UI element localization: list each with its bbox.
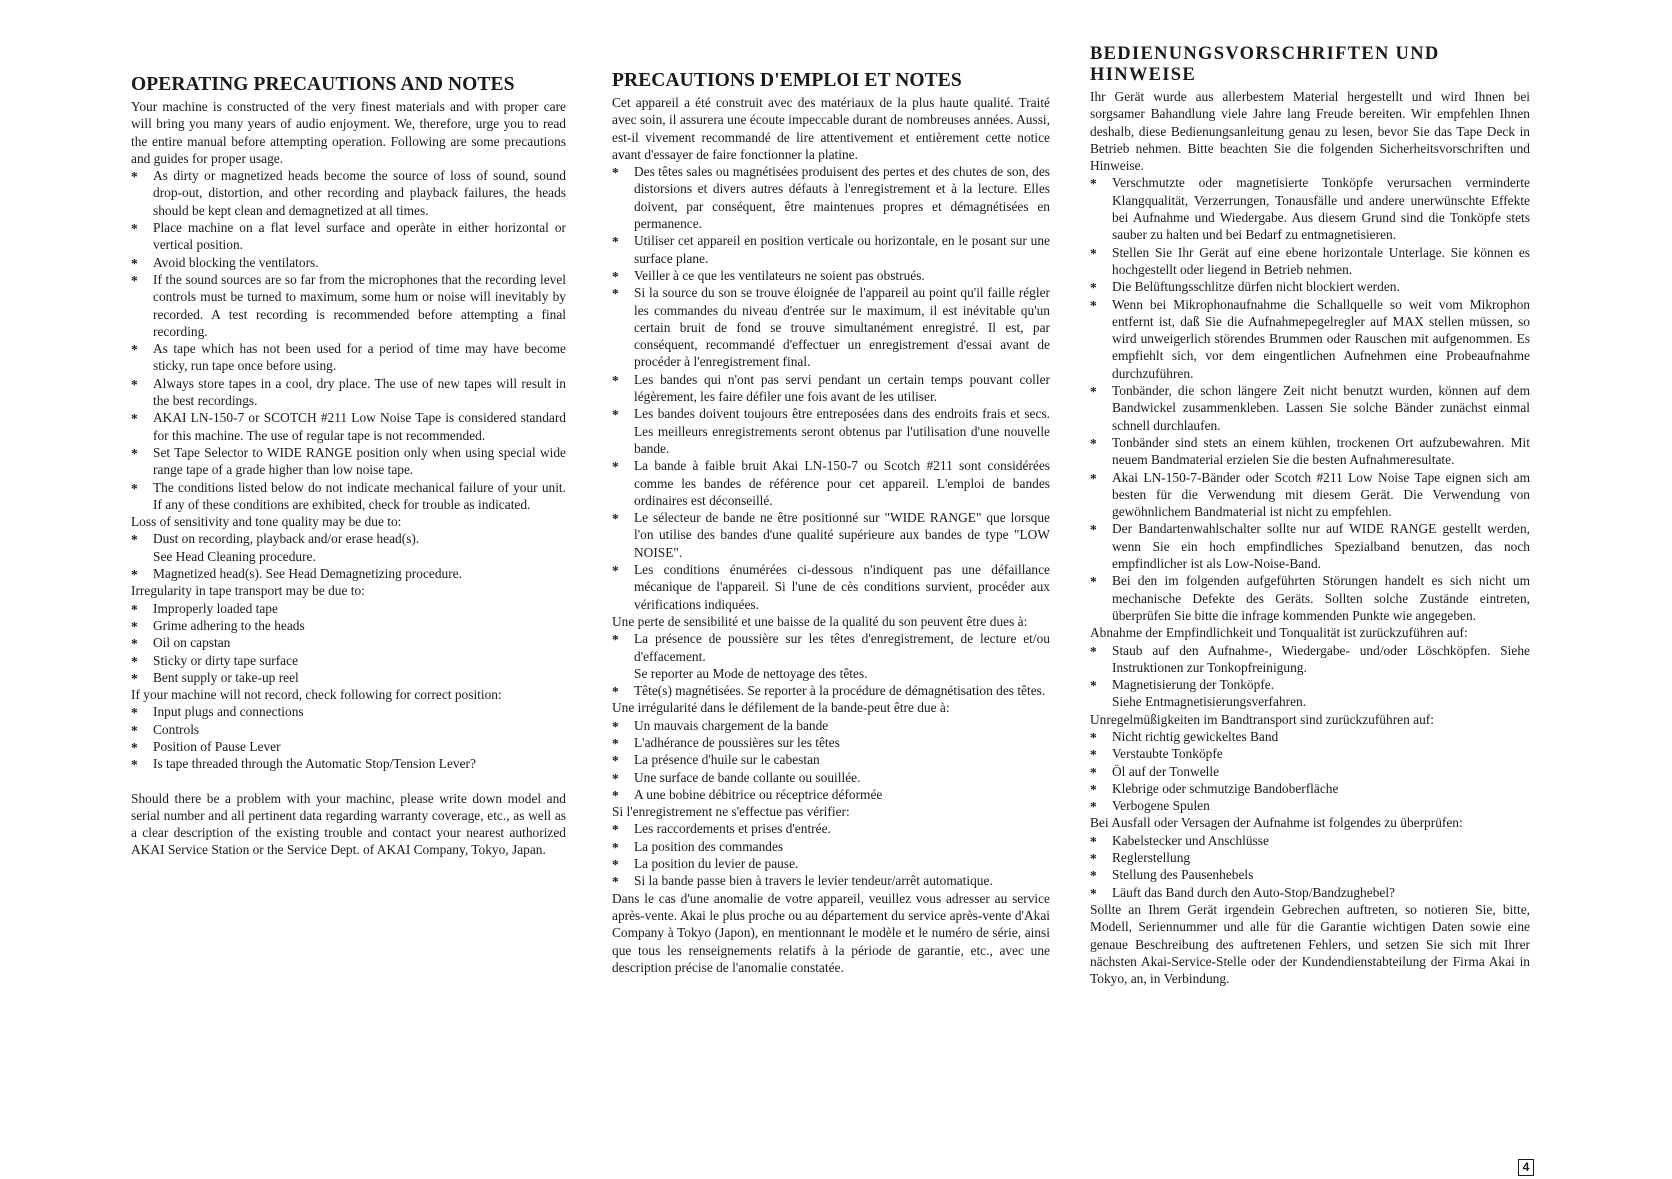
list-item: * If the sound sources are so far from the microphones that the recording level controls must be turned to maximum, some hum or noise will inevitably by recorded. A test recording is recommended before attempting a final recording. <box>131 271 566 340</box>
list-item: * Bent supply or take-up reel <box>131 669 566 686</box>
german-closing: Sollte an Ihrem Gerät irgendein Gebrechen auftreten, so notieren Sie, bitte, Modell, Seriennummer und alle für die Garantie wichtigen Daten sowie eine genaue Beschreibung des auftretenen Fehlers, und setzen Sie sich mit Ihrer nächsten Akai-Service-Stelle oder der Kundendienstabteilung der Firma Akai in Tokyo, an, in Verbindung. <box>1090 901 1530 987</box>
list-item: * Bei den im folgenden aufgeführten Störungen handelt es sich nicht um mechanische Defekte des Geräts. Sollten solche Zustände eintreten, überprüfen Sie bitte die infrage kommenden Punkte wie angegeben. <box>1090 572 1530 624</box>
list-item: * As tape which has not been used for a period of time may have become sticky, run tape once before using. <box>131 340 566 375</box>
list-item-note: Se reporter au Mode de nettoyage des têtes. <box>634 665 868 681</box>
list-item: * Verstaubte Tonköpfe <box>1090 745 1530 762</box>
list-item: * Klebrige oder schmutzige Bandoberfläche <box>1090 780 1530 797</box>
list-item: * L'adhérance de poussières sur les têtes <box>612 734 1050 751</box>
french-intro: Cet appareil a été construit avec des matériaux de la plus haute qualité. Traité avec soin, il assurera une écoute impeccable durant de nombreuses années. Aussi, est-il vivement recommandé de lire attentivement et entièrement cette notice avant d'essayer de faire fonctionner la platine. <box>612 95 1050 162</box>
english-precautions-list <box>131 167 566 513</box>
list-item: * Akai LN-150-7-Bänder oder Scotch #211 Low Noise Tape eignen sich am besten für die Verwendung mit diesem Gerät. Die Verwendung von gewöhnlichem Bandmaterial ist nicht zu empfehlen. <box>1090 469 1530 521</box>
list-item-note: See Head Cleaning procedure. <box>153 548 316 564</box>
list-item: * A une bobine débitrice ou réceptrice déformée <box>612 786 1050 803</box>
french-loss-heading: Une perte de sensibilité et une baisse de la qualité du son peuvent être dues à: <box>612 613 1028 629</box>
english-norecord-list <box>131 703 566 772</box>
english-column <box>131 74 566 859</box>
list-item: * La bande à faible bruit Akai LN-150-7 ou Scotch #211 sont considérées comme les bandes de référence pour cet appareil. L'emploi de bandes ordinaires est déconseillé. <box>612 457 1050 509</box>
german-irregular-heading: Unregelmüßigkeiten im Bandtransport sind zurückzuführen auf: <box>1090 711 1434 727</box>
list-item: * Veiller à ce que les ventilateurs ne soient pas obstrués. <box>612 267 1050 284</box>
french-norecord-heading: Si l'enregistrement ne s'effectue pas vérifier: <box>612 804 850 820</box>
english-loss-heading: Loss of sensitivity and tone quality may be due to: <box>131 514 402 530</box>
french-irregular-list <box>612 717 1050 803</box>
list-item <box>1090 676 1530 711</box>
list-item: * The conditions listed below do not indicate mechanical failure of your unit. If any of these conditions are exhibited, check for trouble as indicated. <box>131 479 566 514</box>
list-item: * As dirty or magnetized heads become the source of loss of sound, sound drop-out, distortion, and other recording and playback failures, the heads should be kept clean and demagnetized at all times. <box>131 167 566 219</box>
list-item: * Der Bandartenwahlschalter sollte nur auf WIDE RANGE gestellt werden, wenn Sie ein hoch empfindliches Spezialband benutzen, das noch empfindlicher ist als Low-Noise-Band. <box>1090 520 1530 572</box>
german-norecord-list <box>1090 832 1530 901</box>
list-item: * Grime adhering to the heads <box>131 617 566 634</box>
list-item: * Öl auf der Tonwelle <box>1090 763 1530 780</box>
list-item: * Tonbänder, die schon längere Zeit nicht benutzt wurden, können auf dem Bandwickel zusammenkleben. Lassen Sie solche Bänder zunächst einmal schnell durchlaufen. <box>1090 382 1530 434</box>
english-loss-list <box>131 530 566 582</box>
list-item: * Les bandes qui n'ont pas servi pendant un certain temps pouvant coller légèrement, les faire défiler une fois avant de les utiliser. <box>612 371 1050 406</box>
list-item: * Improperly loaded tape <box>131 600 566 617</box>
list-item: * La présence d'huile sur le cabestan <box>612 751 1050 768</box>
english-closing: Should there be a problem with your machinc, please write down model and serial number and all pertinent data regarding warranty coverage, etc., as well as a clear description of the existing trouble and contact your nearest authorized AKAI Service Station or the Service Dept. of AKAI Company, Tokyo, Japan. <box>131 790 566 858</box>
german-loss-list <box>1090 642 1530 711</box>
list-item-text: Tête(s) magnétisées. Se reporter à la procédure de démagnétisation des têtes. <box>634 683 1046 699</box>
list-item: * La position des commandes <box>612 838 1050 855</box>
list-item: * Tonbänder sind stets an einem kühlen, trockenen Ort aufzubewahren. Mit neuem Bandmaterial erzielen Sie die besten Aufnahmeresultate. <box>1090 434 1530 469</box>
french-irregular-heading: Une irrégularité dans le défilement de la bande-peut être due à: <box>612 700 950 716</box>
french-column <box>612 70 1050 976</box>
list-item: * Utiliser cet appareil en position verticale ou horizontale, en le posant sur une surface plane. <box>612 232 1050 267</box>
list-item: * Les bandes doivent toujours être entreposées dans des endroits frais et secs. Les meilleurs enregistrements seront obtenus par l'utilisation d'une nouvelle bande. <box>612 405 1050 457</box>
list-item: * Oil on capstan <box>131 634 566 651</box>
list-item: * Sticky or dirty tape surface <box>131 652 566 669</box>
list-item: * Les conditions énumérées ci-dessous n'indiquent pas une défaillance mécanique de l'appareil. Si l'une de cès conditions survient, procéder aux vérifications indiquées. <box>612 561 1050 613</box>
list-item: * Place machine on a flat level surface and operàte in either horizontal or vertical position. <box>131 219 566 254</box>
list-item-text: Staub auf den Aufnahme-, Wiedergabe- und/oder Löschköpfen. Siehe Instruktionen zur Tonkopfreinigung. <box>1112 642 1530 675</box>
list-item: * Avoid blocking the ventilators. <box>131 254 566 271</box>
german-loss-heading: Abnahme der Empfindlichkeit und Tonqualität ist zurückzuführen auf: <box>1090 625 1468 641</box>
german-irregular-list <box>1090 728 1530 814</box>
list-item-text: La présence de poussière sur les têtes d'enregistrement, de lecture et/ou d'effacement. <box>634 631 1050 664</box>
list-item: * Stellen Sie Ihr Gerät auf eine ebene horizontale Unterlage. Sie können es hochgestellt oder liegend in Betrieb nehmen. <box>1090 244 1530 279</box>
list-item <box>1090 642 1530 677</box>
french-loss-list <box>612 630 1050 699</box>
german-column <box>1090 44 1530 987</box>
list-item: * Un mauvais chargement de la bande <box>612 717 1050 734</box>
list-item-note: Siehe Entmagnetisierungsverfahren. <box>1112 694 1307 710</box>
list-item: * Si la source du son se trouve éloignée de l'appareil au point qu'il faille régler les commandes du niveau d'entrée sur le maximum, il est inévitable qu'un certain bruit de fond se trouve simultanément enregistré. Il est, par conséquent, recommandé d'effectuer un enregistrement d'essai avant de procéder à l'enregistrement final. <box>612 284 1050 370</box>
list-item: * Reglerstellung <box>1090 849 1530 866</box>
list-item: * Nicht richtig gewickeltes Band <box>1090 728 1530 745</box>
english-intro: Your machine is constructed of the very finest materials and with proper care will bring you many years of audio enjoyment. We, therefore, urge you to read the entire manual before attempting operation. Following are some precautions and guides for proper usage. <box>131 99 566 166</box>
french-precautions-list <box>612 163 1050 613</box>
french-title: PRECAUTIONS D'EMPLOI ET NOTES <box>612 70 962 91</box>
list-item: * Le sélecteur de bande ne être positionné sur "WIDE RANGE" que lorsque l'on utilise des bandes d'une qualité supérieure aux bandes de type "LOW NOISE". <box>612 509 1050 561</box>
list-item <box>131 565 566 582</box>
list-item: * Input plugs and connections <box>131 703 566 720</box>
list-item: * Stellung des Pausenhebels <box>1090 866 1530 883</box>
german-norecord-heading: Bei Ausfall oder Versagen der Aufnahme ist folgendes zu überprüfen: <box>1090 815 1463 831</box>
german-precautions-list <box>1090 174 1530 624</box>
english-irregular-heading: Irregularity in tape transport may be due to: <box>131 583 365 599</box>
german-title: BEDIENUNGSVORSCHRIFTEN UND HINWEISE <box>1090 44 1440 85</box>
list-item: * Kabelstecker und Anschlüsse <box>1090 832 1530 849</box>
list-item: * Des têtes sales ou magnétisées produisent des pertes et des chutes de son, des distorsions et divers autres défauts à l'enregistrement et à la lecture. Elles doivent, par conséquent, être maintenues propres et démagnétisées en permanence. <box>612 163 1050 232</box>
english-irregular-list <box>131 600 566 686</box>
page-number: 4 <box>1518 1159 1534 1176</box>
french-norecord-list <box>612 820 1050 889</box>
german-intro: Ihr Gerät wurde aus allerbestem Material hergestellt und wird Ihnen bei sorgsamer Bahandlung viele Jahre lang Freude bereiten. Wir empfehlen Ihnen deshalb, diese Bedienungsanleitung genau zu lesen, bevor Sie das Tape Deck in Betrieb nehmen. Bitte beachten Sie die folgenden Sicherheitsvorschriften und Hinweise. <box>1090 89 1530 174</box>
list-item: * Verschmutzte oder magnetisierte Tonköpfe verursachen verminderte Klangqualität, Verzerrungen, Tonausfälle und andere unerwünschte Effekte bei Aufnahme und Wiedergabe. Aus diesem Grund sind die Tonköpfe stets sauber zu halten und bei Bedarf zu entmagnetisieren. <box>1090 174 1530 243</box>
list-item: * Position of Pause Lever <box>131 738 566 755</box>
list-item: * Set Tape Selector to WIDE RANGE position only when using special wide range tape of a grade higher than low noise tape. <box>131 444 566 479</box>
english-norecord-heading: If your machine will not record, check following for correct position: <box>131 687 502 703</box>
list-item-text: Magnetisierung der Tonköpfe. <box>1112 677 1275 693</box>
list-item: * La position du levier de pause. <box>612 855 1050 872</box>
list-item: * Die Belüftungsschlitze dürfen nicht blockiert werden. <box>1090 278 1530 295</box>
list-item: * AKAI LN-150-7 or SCOTCH #211 Low Noise Tape is considered standard for this machine. The use of regular tape is not recommended. <box>131 409 566 444</box>
list-item <box>612 682 1050 699</box>
list-item <box>612 630 1050 682</box>
english-title: OPERATING PRECAUTIONS AND NOTES <box>131 74 515 95</box>
list-item-text: Dust on recording, playback and/or erase head(s). <box>153 531 420 547</box>
list-item: * Une surface de bande collante ou souillée. <box>612 769 1050 786</box>
list-item <box>131 530 566 565</box>
list-item: * Si la bande passe bien à travers le levier tendeur/arrêt automatique. <box>612 872 1050 889</box>
list-item: * Wenn bei Mikrophonaufnahme die Schallquelle so weit vom Mikrophon entfernt ist, daß Sie die Aufnahmepegelregler auf MAX stellen müssen, so wird unweigerlich störendes Brummen oder Rauschen mit aufgenommen. Es empfiehlt sich, vor dem eingentlichen Aufnehmen eine Probeaufnahme durchzuführen. <box>1090 296 1530 382</box>
list-item: * Läuft das Band durch den Auto-Stop/Bandzughebel? <box>1090 884 1530 901</box>
list-item: * Always store tapes in a cool, dry place. The use of new tapes will result in the best recordings. <box>131 375 566 410</box>
french-closing: Dans le cas d'une anomalie de votre appareil, veuillez vous adresser au service après-vente. Akai le plus proche ou au département du service après-vente d'Akai Company à Tokyo (Japon), en mentionnant le modèle et le numéro de série, ainsi que tous les renseignements relatifs à la période de garantie, etc., avec une description précise de l'anomalie constatée. <box>612 890 1050 975</box>
list-item-text: Magnetized head(s). See Head Demagnetizing procedure. <box>153 566 462 582</box>
list-item: * Verbogene Spulen <box>1090 797 1530 814</box>
list-item: * Controls <box>131 721 566 738</box>
list-item: * Is tape threaded through the Automatic Stop/Tension Lever? <box>131 755 566 772</box>
list-item: * Les raccordements et prises d'entrée. <box>612 820 1050 837</box>
